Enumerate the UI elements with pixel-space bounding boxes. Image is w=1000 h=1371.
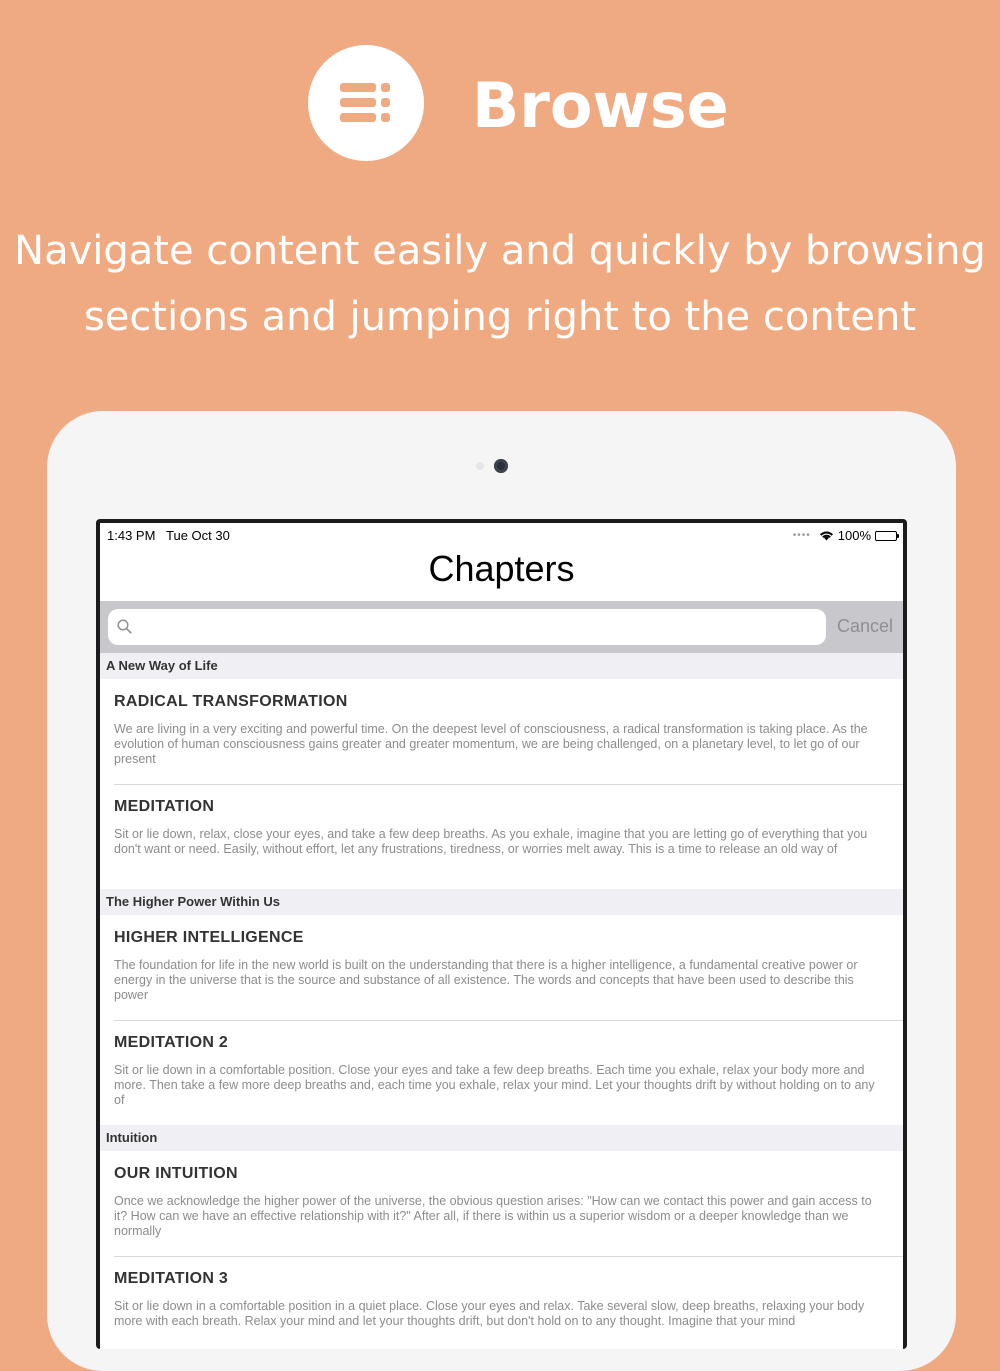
item-excerpt: Sit or lie down in a comfortable position in a quiet place. Close your eyes and relax. Take several slow, deep breaths, relaxing your body more with each breath. Relax your mind and let your thoughts drift, but don't hold on to any thought. Imagine that your mind	[114, 1299, 865, 1328]
item-excerpt: Sit or lie down in a comfortable position. Close your eyes and take a few deep breaths. Each time you exhale, relax your body more and more. Then take a few more deep breaths and, each time you exhale, relax your mind. Let your thoughts drift by without holding on to any of	[114, 1063, 875, 1107]
status-bar	[100, 523, 903, 545]
logo-badge	[308, 45, 424, 161]
promo-headline: Browse	[472, 69, 729, 142]
camera-icon	[494, 459, 508, 473]
sensor	[476, 462, 484, 470]
item-title: MEDITATION 3	[114, 1270, 229, 1287]
tablet-screen	[96, 519, 907, 1349]
wifi-icon	[819, 530, 834, 541]
list-item[interactable]	[100, 679, 903, 784]
search-input[interactable]	[138, 615, 822, 641]
search-icon	[117, 619, 132, 634]
item-title: MEDITATION 2	[114, 1034, 229, 1051]
list-item[interactable]	[100, 1256, 903, 1349]
section-header: A New Way of Life	[100, 653, 903, 679]
battery-icon	[875, 531, 897, 541]
section-header: Intuition	[100, 1125, 903, 1151]
item-title: RADICAL TRANSFORMATION	[114, 693, 348, 710]
item-excerpt: Sit or lie down, relax, close your eyes, and take a few deep breaths. As you exhale, imagine that you are letting go of everything that you don't want or need. Easily, without effort, let any frustrations, tiredness, or worries melt away. This is a time to release an old way of	[114, 827, 868, 856]
list-item[interactable]	[100, 1020, 903, 1125]
signal-icon: ••••	[792, 530, 811, 541]
list-item[interactable]	[100, 915, 903, 1020]
item-excerpt: Once we acknowledge the higher power of the universe, the obvious question arises: "How can we contact this power and gain access to it? How can we have an effective relationship with it?" After all, if there is within us a superior wisdom or a deeper knowledge than we normally	[114, 1194, 872, 1238]
battery-percent: 100%	[837, 528, 871, 543]
search-bar	[100, 601, 903, 653]
chapter-list	[100, 653, 903, 1349]
item-excerpt: The foundation for life in the new world is built on the understanding that there is a higher intelligence, a fundamental creative power or energy in the universe that is the source and substance of all existence. The words and concepts that have been used to describe this power	[114, 958, 858, 1002]
promo-subline	[0, 218, 1000, 350]
list-item[interactable]	[100, 1151, 903, 1256]
item-title: MEDITATION	[114, 798, 215, 815]
list-item[interactable]	[100, 784, 903, 889]
cancel-button[interactable]: Cancel	[836, 616, 893, 636]
promo-subline-2: sections and jumping right to the content	[83, 294, 917, 340]
status-date: Tue Oct 30	[166, 528, 230, 543]
status-time: 1:43 PM	[107, 528, 156, 543]
list-icon	[338, 80, 394, 126]
item-title: HIGHER INTELLIGENCE	[114, 929, 304, 946]
item-title: OUR INTUITION	[114, 1165, 238, 1182]
page-title: Chapters	[428, 548, 575, 589]
section-header: The Higher Power Within Us	[100, 889, 903, 915]
promo-subline-1: Navigate content easily and quickly by browsing	[14, 228, 986, 274]
search-field[interactable]	[108, 609, 826, 645]
item-excerpt: We are living in a very exciting and powerful time. On the deepest level of consciousness, a radical transformation is taking place. As the evolution of human consciousness gains greater and greater momentum, we are being challenged, on a planetary level, to let go of our present	[114, 722, 868, 766]
